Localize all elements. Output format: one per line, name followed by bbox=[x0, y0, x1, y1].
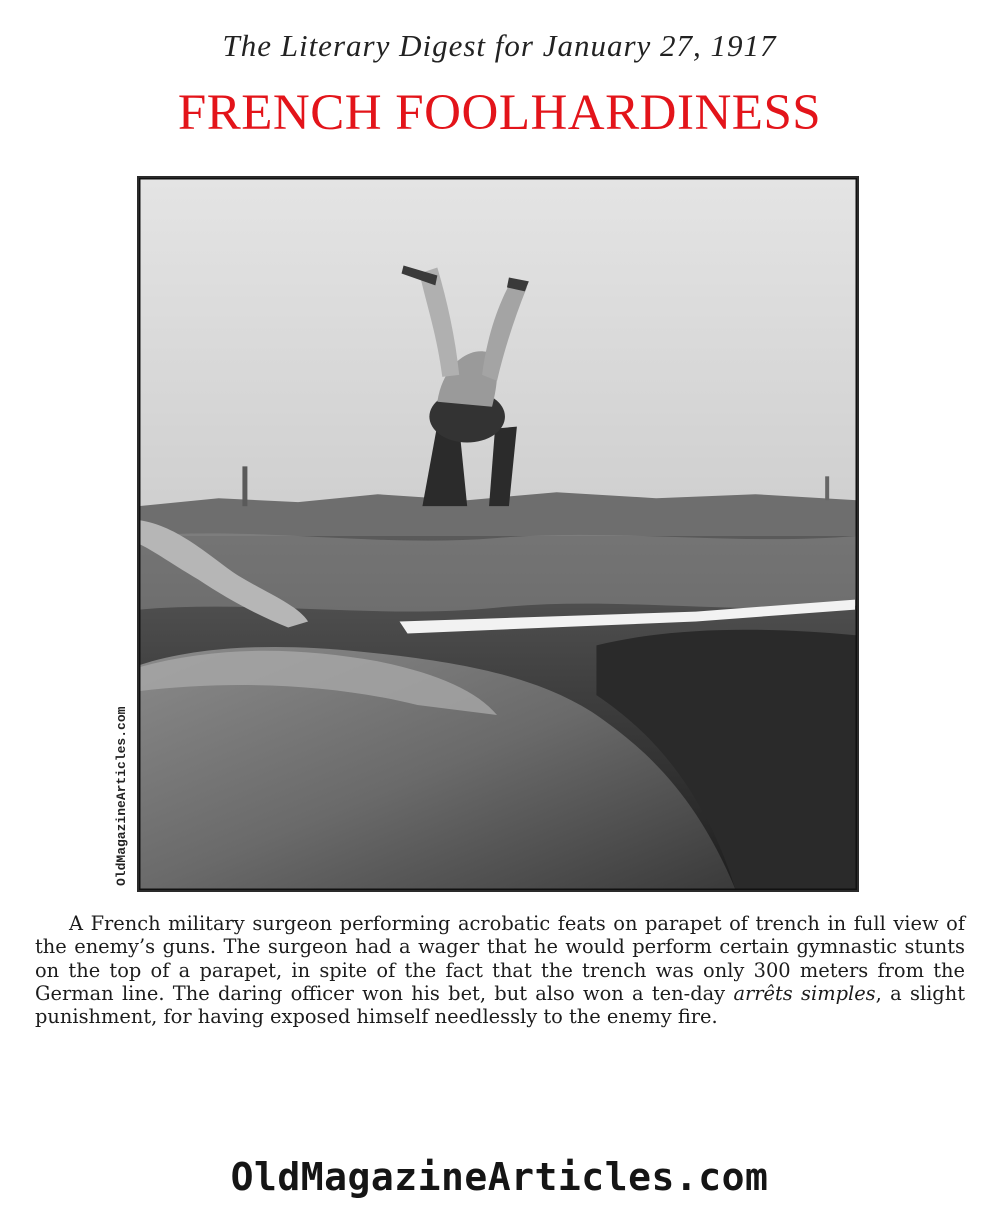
caption-text-part1: A French military surgeon performing acrobatic feats on parapet of trench in full view of the enemy’s guns. The surgeon had a wager that he would perform certain gymnastic stunts on the top of a parapet, in spite of the fact that the trench was only 300 meters from the German line. The daring officer won his bet, but also won a ten-day bbox=[35, 912, 965, 1005]
page-title: FRENCH FOOLHARDINESS bbox=[177, 85, 822, 141]
trench-photograph bbox=[137, 176, 859, 892]
publication-line: The Literary Digest for January 27, 1917 bbox=[222, 28, 777, 63]
caption-paragraph bbox=[35, 912, 965, 1028]
caption-text-part2: , a slight punishment, for having exposed himself needlessly to the enemy fire. bbox=[35, 981, 966, 1029]
caption-italic-term: arrêts simples bbox=[733, 981, 876, 1005]
photo-caption bbox=[35, 912, 965, 1028]
footer-brand: OldMagazineArticles.com bbox=[230, 1155, 769, 1199]
photo-illustration bbox=[139, 178, 857, 890]
side-credit-watermark: OldMagazineArticles.com bbox=[114, 706, 129, 886]
